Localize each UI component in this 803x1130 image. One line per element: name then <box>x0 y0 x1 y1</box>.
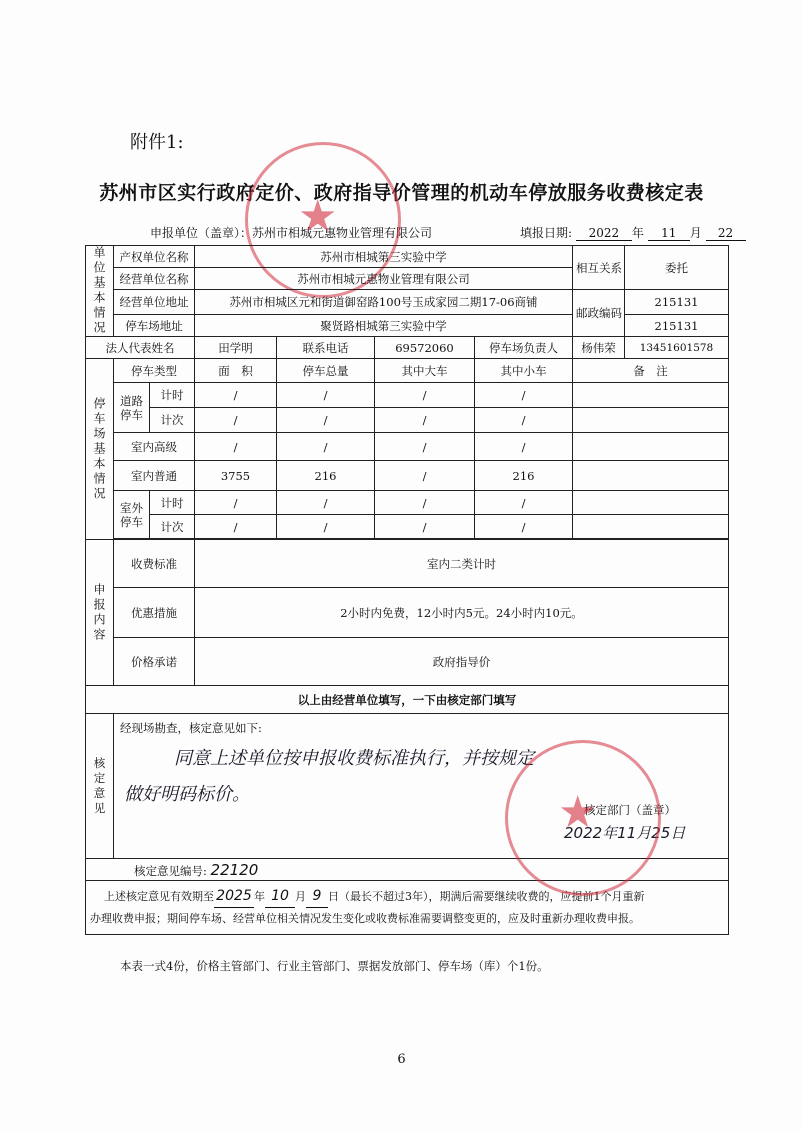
slash: / <box>475 515 573 539</box>
year-unit: 年 <box>631 226 644 240</box>
remark-cell <box>573 461 729 491</box>
mutual-label: 相互关系 <box>573 246 625 290</box>
remark-cell <box>573 515 729 539</box>
outdoor-timed-label: 计时 <box>150 491 195 515</box>
slash: / <box>277 515 375 539</box>
slash: / <box>475 491 573 515</box>
road-count-label: 计次 <box>150 408 195 433</box>
op-address-value: 苏州市相城区元和街道御窑路100号玉成家园二期17-06商铺 <box>195 290 573 315</box>
valid-year-unit: 年 <box>254 890 265 903</box>
validity-text <box>86 881 729 935</box>
phone2-value: 13451601578 <box>639 341 714 354</box>
applicant-label: 申报单位（盖章）： <box>150 226 253 240</box>
valid-year: 2025 <box>214 885 254 908</box>
slash: / <box>475 408 573 433</box>
slash: / <box>475 383 573 408</box>
seal-star-icon: ★ <box>558 787 598 838</box>
date-year: 2022 <box>576 226 632 241</box>
valid-day: 9 <box>306 885 328 908</box>
owner-value: 苏州市相城第三实验中学 <box>195 246 573 268</box>
standard-value: 室内二类计时 <box>195 540 729 588</box>
dept-label: 核定部门（盖章） <box>584 803 676 817</box>
attachment-label: 附件1: <box>130 132 184 153</box>
header-large: 其中大车 <box>375 359 475 383</box>
section-divider: 以上由经营单位填写，一下由核定部门填写 <box>86 686 729 714</box>
op-address-label: 经营单位地址 <box>114 290 195 315</box>
approval-intro: 经现场勘查，核定意见如下: <box>120 721 262 735</box>
remark-cell <box>573 383 729 408</box>
valid-month: 10 <box>265 885 295 908</box>
postal-label: 邮政编码 <box>573 290 625 337</box>
handwritten-opinion-line2: 做好明码标价。 <box>124 784 250 805</box>
discount-label: 优惠措施 <box>114 588 195 638</box>
official-seal-approval <box>505 740 661 896</box>
postal-op: 215131 <box>625 290 729 315</box>
valid-suffix: 日（最长不超过3年），期满后需要继续收费的，应提前1个月重新 <box>328 890 645 903</box>
promise-value: 政府指导价 <box>195 638 729 686</box>
lot-manager-label <box>475 337 573 359</box>
slash: / <box>195 515 277 539</box>
approval-number-value: 22120 <box>210 860 259 879</box>
valid-line2: 办理收费申报；期间停车场、经营单位相关情况发生变化或收费标准需要调整变更的，应及时重新办理收费申报。 <box>90 912 640 925</box>
operator-value: 苏州市相城元惠物业管理有限公司 <box>195 268 573 290</box>
mutual-value: 委托 <box>625 246 729 290</box>
legal-rep-value: 田学明 <box>195 337 277 359</box>
date-label: 填报日期: <box>520 226 573 240</box>
slash: / <box>375 383 475 408</box>
slash: / <box>475 433 573 461</box>
postal-lot: 215131 <box>625 315 729 337</box>
phone-label: 联系电话 <box>277 337 375 359</box>
slash: / <box>277 383 375 408</box>
month-unit: 月 <box>689 226 702 240</box>
lot-address-value: 聚贤路相城第三实验中学 <box>195 315 573 337</box>
applicant-value: 苏州市相城元惠物业管理有限公司 <box>252 226 433 240</box>
slash: / <box>195 408 277 433</box>
standard-label: 收费标准 <box>114 540 195 588</box>
seal-star-icon: ★ <box>298 191 338 242</box>
fill-date <box>520 224 746 241</box>
approval-number-label: 核定意见编号: <box>134 863 207 878</box>
header-total: 停车总量 <box>277 359 375 383</box>
indoor-small: 216 <box>475 461 573 491</box>
parking-section-label: 停车场基本情况 <box>86 359 114 540</box>
footer-note: 本表一式4份，价格主管部门、行业主管部门、票据发放部门、停车场（库）个1份。 <box>120 959 549 973</box>
slash: / <box>375 515 475 539</box>
discount-value: 2小时内免费，12小时内5元。24小时内10元。 <box>195 588 729 638</box>
handwritten-date: 2022年11月25日 <box>564 824 686 842</box>
outdoor-parking-label: 室外停车 <box>114 491 150 539</box>
valid-prefix: 上述核定意见有效期至 <box>104 890 214 903</box>
unit-info-section-label: 单位基本情况 <box>86 246 114 337</box>
form-title: 苏州市区实行政府定价、政府指导价管理的机动车停放服务收费核定表 <box>99 182 704 204</box>
declaration-section-label: 申报内容 <box>86 540 114 686</box>
indoor-area: 3755 <box>195 461 277 491</box>
lot-manager-label-text: 停车场负责人 <box>489 340 558 355</box>
remark-cell <box>573 491 729 515</box>
header-small: 其中小车 <box>475 359 573 383</box>
indoor-total: 216 <box>277 461 375 491</box>
legal-rep-label: 法人代表姓名 <box>86 337 195 359</box>
remark-cell <box>573 408 729 433</box>
slash: / <box>375 461 475 491</box>
outdoor-count-label: 计次 <box>150 515 195 539</box>
slash: / <box>375 433 475 461</box>
indoor-high-label: 室内高级 <box>114 433 195 461</box>
owner-label: 产权单位名称 <box>114 246 195 268</box>
slash: / <box>375 491 475 515</box>
road-parking-label: 道路停车 <box>114 383 150 433</box>
slash: / <box>195 433 277 461</box>
slash: / <box>375 408 475 433</box>
date-month: 11 <box>648 226 690 241</box>
header-remark: 备 注 <box>573 359 729 383</box>
valid-month-unit: 月 <box>295 890 306 903</box>
slash: / <box>195 491 277 515</box>
date-day: 22 <box>706 226 746 241</box>
lot-address-label: 停车场地址 <box>114 315 195 337</box>
handwritten-opinion-line1: 同意上述单位按申报收费标准执行，并按规定 <box>174 748 534 769</box>
indoor-normal-label: 室内普通 <box>114 461 195 491</box>
header-area: 面 积 <box>195 359 277 383</box>
approval-section-label: 核定意见 <box>86 714 114 859</box>
slash: / <box>277 433 375 461</box>
slash: / <box>195 383 277 408</box>
phone-value: 69572060 <box>375 337 475 359</box>
remark-cell <box>573 433 729 461</box>
lot-manager-value: 杨伟荣 <box>573 337 625 359</box>
promise-label: 价格承诺 <box>114 638 195 686</box>
slash: / <box>277 491 375 515</box>
operator-label: 经营单位名称 <box>114 268 195 290</box>
header-type: 停车类型 <box>114 359 195 383</box>
road-timed-label: 计时 <box>150 383 195 408</box>
phone2-cell <box>625 337 729 359</box>
page-number: 6 <box>397 1052 406 1067</box>
slash: / <box>277 408 375 433</box>
